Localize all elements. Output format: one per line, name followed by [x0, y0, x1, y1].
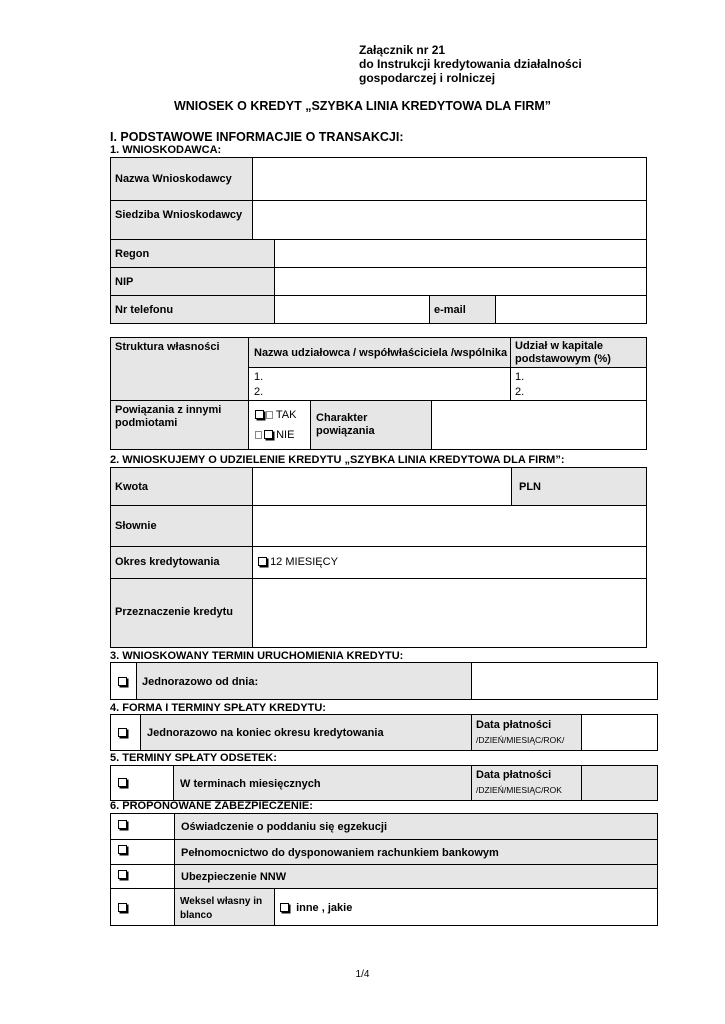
security-checkbox-cell-2[interactable]: [110, 839, 174, 864]
purpose-field[interactable]: [252, 578, 647, 648]
interest-date-label: Data płatności: [476, 769, 552, 781]
security-option-3: Ubezpieczenie NNW: [181, 871, 287, 883]
document-title: WNIOSEK O KREDYT „SZYBKA LINIA KREDYTOWA DLA FIRM”: [173, 99, 552, 113]
other-security-label: inne , jakie: [296, 902, 353, 914]
regon-field[interactable]: [274, 239, 647, 267]
shareholder-header: Nazwa udziałowca / współwłaściciela /wspólnika: [254, 347, 508, 359]
section-5-heading: 5. TERMINY SPŁATY ODSETEK:: [110, 752, 277, 764]
repayment-date-label-cell: [471, 714, 581, 751]
interest-option-label: W terminach miesięcznych: [180, 778, 321, 790]
checkbox-icon[interactable]: [118, 677, 127, 686]
relations-options: [248, 400, 310, 450]
section-3-heading: 3. WNIOSKOWANY TERMIN URUCHOMIENIA KREDYTU:: [110, 650, 404, 662]
seat-field[interactable]: [252, 200, 647, 239]
relations-no-option[interactable]: [255, 429, 294, 441]
seat-label: Siedziba Wnioskodawcy: [115, 209, 243, 221]
share-rows[interactable]: [510, 367, 647, 400]
words-label-cell: [110, 505, 252, 546]
repayment-option-cell: [140, 714, 471, 751]
security-checkbox-cell-3[interactable]: [110, 864, 174, 888]
currency-cell: [511, 467, 647, 505]
interest-checkbox-cell[interactable]: [110, 765, 173, 801]
phone-field[interactable]: [274, 295, 429, 324]
security-option-1: Oświadczenie o poddaniu się egzekucji: [181, 821, 387, 833]
security-option-2: Pełnomocnictwo do dysponowaniem rachunkiem bankowym: [181, 847, 499, 859]
checkbox-icon[interactable]: [258, 557, 267, 566]
nip-field[interactable]: [274, 267, 647, 295]
security-option-cell-1: [174, 813, 658, 839]
section-2-heading: 2. WNIOSKUJEMY O UDZIELENIE KREDYTU „SZYBKA LINIA KREDYTOWA DLA FIRM”:: [110, 454, 565, 466]
annex-instruction-cont: gospodarczej i rolniczej: [359, 71, 496, 85]
email-label-cell: [429, 295, 495, 324]
phone-label: Nr telefonu: [115, 304, 174, 316]
name-label-cell: [110, 157, 252, 200]
start-option-cell: [136, 662, 471, 700]
yes-label: TAK: [275, 409, 297, 421]
repayment-date-label: Data płatności: [476, 719, 552, 731]
checkbox-icon[interactable]: [118, 845, 127, 854]
regon-label-cell: [110, 239, 274, 267]
repayment-date-format: /DZIEŃ/MIESIĄC/ROK/: [476, 735, 565, 745]
no-label: NIE: [276, 429, 295, 441]
currency-label: PLN: [519, 481, 541, 493]
start-checkbox-cell[interactable]: [110, 662, 136, 700]
checkbox-icon[interactable]: [118, 903, 127, 912]
interest-date-label-cell: [471, 765, 581, 801]
share-row-1: 1.: [515, 371, 525, 383]
period-option-cell[interactable]: [252, 546, 647, 578]
amount-label-cell: [110, 467, 252, 505]
checkbox-icon[interactable]: [118, 870, 127, 879]
section-6-heading: 6. PROPONOWANE ZABEZPIECZENIE:: [110, 800, 313, 812]
ownership-label-cell: [110, 337, 248, 400]
security-option-cell-2: [174, 839, 658, 864]
share-header: Udział w kapitale podstawowym (%): [515, 340, 611, 365]
repayment-checkbox-cell[interactable]: [110, 714, 140, 751]
section-1-heading: 1. WNIOSKODAWCA:: [110, 144, 222, 156]
seat-label-cell: [110, 200, 252, 239]
words-field[interactable]: [252, 505, 647, 546]
email-label: e-mail: [434, 304, 466, 316]
period-option-label: 12 MIESIĘCY: [270, 556, 338, 568]
amount-field[interactable]: [252, 467, 511, 505]
purpose-label-cell: [110, 578, 252, 648]
security-checkbox-cell-1[interactable]: [110, 813, 174, 839]
annex-number: Załącznik nr 21: [359, 43, 446, 57]
ownership-label: Struktura własności: [115, 341, 220, 353]
bill-label-cell: [174, 888, 274, 926]
shareholder-header-cell: [248, 337, 510, 367]
security-checkbox-cell-4[interactable]: [110, 888, 174, 926]
words-label: Słownie: [115, 520, 157, 532]
bill-label: Weksel własny in blanco: [180, 896, 263, 921]
repayment-date-field[interactable]: [581, 714, 658, 751]
email-field[interactable]: [495, 295, 647, 324]
interest-date-format: /DZIEŃ/MIESIĄC/ROK: [476, 785, 562, 795]
nip-label: NIP: [115, 276, 134, 288]
nature-label-cell: [310, 400, 431, 450]
shareholder-row-2: 2.: [254, 386, 264, 398]
checkbox-icon[interactable]: [118, 820, 127, 829]
regon-label: Regon: [115, 248, 150, 260]
start-option-label: Jednorazowo od dnia:: [142, 676, 259, 688]
nip-label-cell: [110, 267, 274, 295]
other-security-option[interactable]: [280, 902, 352, 914]
interest-option-cell: [173, 765, 471, 801]
relations-label-cell: [110, 400, 248, 450]
nature-field[interactable]: [431, 400, 647, 450]
purpose-label: Przeznaczenie kredytu: [115, 606, 233, 618]
checkbox-icon[interactable]: [255, 410, 264, 419]
name-field[interactable]: [252, 157, 647, 200]
checkbox-icon[interactable]: [280, 903, 289, 912]
repayment-option-label: Jednorazowo na koniec okresu kredytowania: [147, 727, 384, 739]
share-header-cell: [510, 337, 647, 367]
checkbox-icon[interactable]: [118, 778, 127, 787]
nature-label: Charakter powiązania: [316, 412, 375, 437]
period-option[interactable]: [258, 556, 338, 568]
page-number: 1/4: [355, 969, 370, 980]
share-row-2: 2.: [515, 386, 525, 398]
relations-yes-option[interactable]: [255, 409, 296, 421]
relations-label: Powiązania z innymi podmiotami: [115, 404, 222, 429]
start-date-field[interactable]: [471, 662, 658, 700]
phone-label-cell: [110, 295, 274, 324]
security-option-cell-3: [174, 864, 658, 888]
period-label-cell: [110, 546, 252, 578]
name-label: Nazwa Wnioskodawcy: [115, 173, 232, 185]
checkbox-icon[interactable]: [264, 430, 273, 439]
checkbox-small-icon: [255, 431, 262, 439]
section-4-heading: 4. FORMA I TERMINY SPŁATY KREDYTU:: [110, 702, 326, 714]
checkbox-small-icon: [266, 411, 273, 419]
shareholder-row-1: 1.: [254, 371, 264, 383]
other-security-cell[interactable]: [274, 888, 658, 926]
period-label: Okres kredytowania: [115, 556, 220, 568]
section-I-heading: I. PODSTAWOWE INFORMACJIE O TRANSAKCJI:: [110, 130, 404, 144]
checkbox-icon[interactable]: [118, 728, 127, 737]
annex-instruction: do Instrukcji kredytowania działalności: [359, 57, 582, 71]
shareholder-rows[interactable]: [248, 367, 510, 400]
annex-header: [359, 43, 582, 85]
interest-date-field[interactable]: [581, 765, 658, 801]
amount-label: Kwota: [115, 481, 148, 493]
